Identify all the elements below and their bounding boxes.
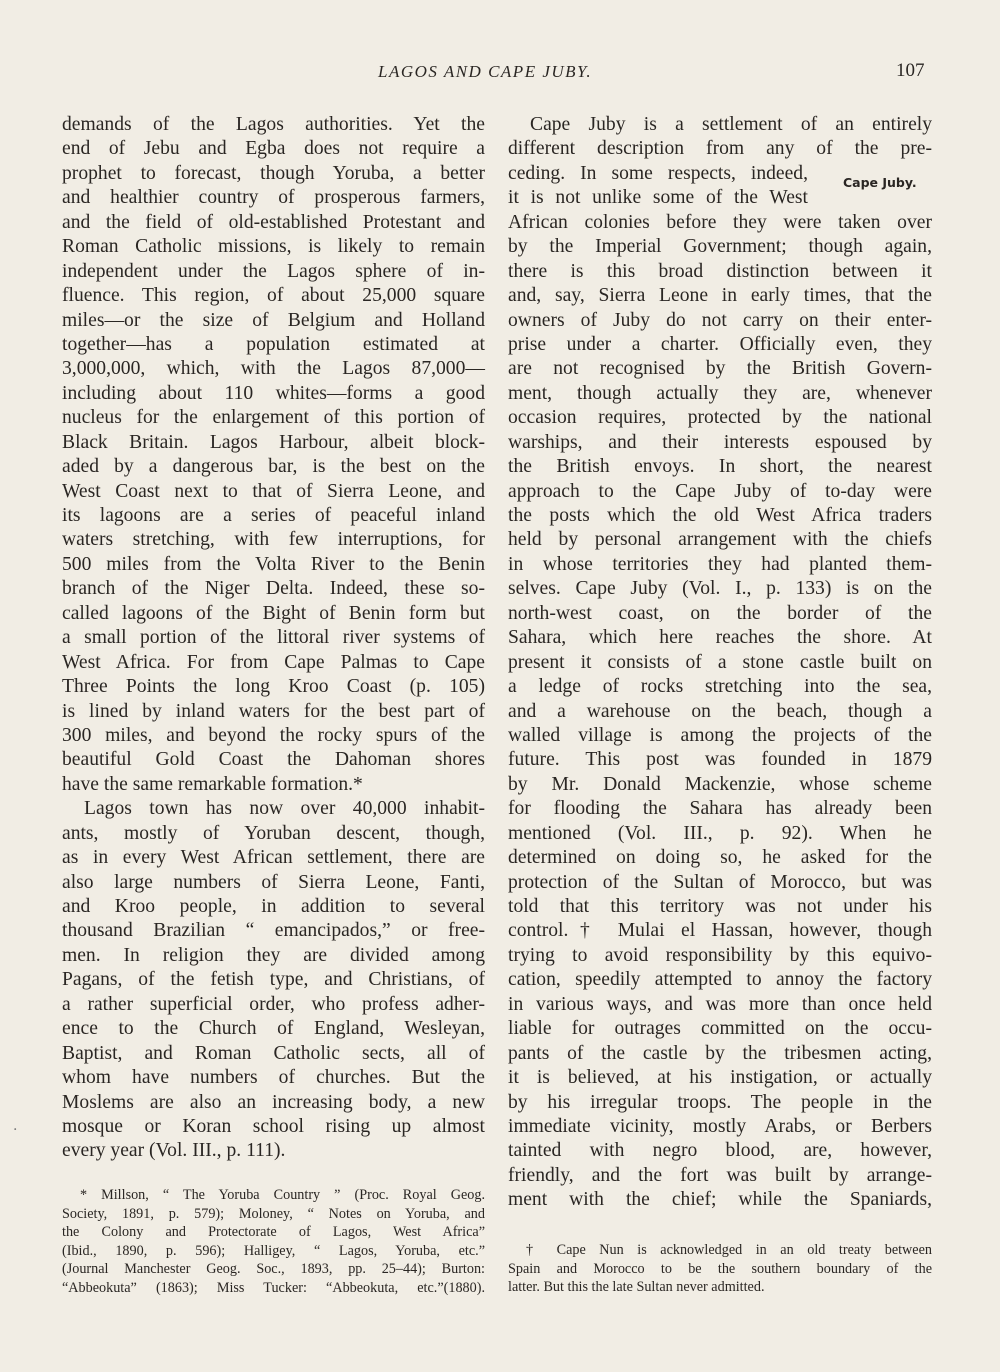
text-line: have the same remarkable formation.* — [62, 773, 363, 795]
footnote-line: latter. But this the late Sultan never admitted. — [508, 1279, 765, 1296]
text-line: miles—or the size of Belgium and Holland — [62, 309, 485, 331]
text-line: pants of the castle by the tribesmen acting, — [508, 1042, 932, 1064]
text-line: ceding. In some respects, indeed, — [508, 162, 808, 184]
text-line: beautiful Gold Coast the Dahoman shores — [62, 749, 485, 771]
margin-mark: · — [13, 1122, 18, 1138]
text-line: and healthier country of prosperous farmers, — [62, 187, 485, 209]
page-number: 107 — [896, 60, 925, 81]
text-line: tainted with negro blood, are, however, — [508, 1140, 932, 1162]
text-line: Sahara, which here reaches the shore. At — [508, 627, 932, 649]
text-line: different description from any of the pre- — [508, 138, 932, 160]
text-line: Moslems are also an increasing body, a new — [62, 1091, 485, 1113]
sidenote-cape-juby: Cape Juby. — [843, 175, 917, 190]
text-line: for flooding the Sahara has already been — [508, 798, 932, 820]
text-line: end of Jebu and Egba does not require a — [62, 138, 485, 160]
text-line: Cape Juby is a settlement of an entirely — [530, 114, 932, 135]
text-line: West Coast next to that of Sierra Leone, and — [62, 480, 485, 502]
text-line: every year (Vol. III., p. 111). — [62, 1140, 286, 1162]
text-line: Roman Catholic missions, is likely to remain — [62, 236, 485, 258]
text-line: 300 miles, and beyond the rocky spurs of the — [62, 724, 485, 746]
footnote-line: (Journal Manchester Geog. Soc., 1893, pp. 25–44); Burton: — [62, 1261, 485, 1278]
text-line: men. In religion they are divided among — [62, 944, 485, 966]
footnote-line: (Ibid., 1890, p. 596); Halligey, “ Lagos, Yoruba, etc.” — [62, 1242, 485, 1259]
text-line: whom have numbers of churches. But the — [62, 1067, 485, 1089]
text-line: aded by a dangerous bar, is the best on the — [62, 456, 485, 478]
text-line: Lagos town has now over 40,000 inhabit- — [84, 798, 485, 820]
footnote-right — [508, 1241, 932, 1297]
text-line: future. This post was founded in 1879 — [508, 749, 932, 771]
text-line: mosque or Koran school rising up almost — [62, 1115, 485, 1137]
text-line: ence to the Church of England, Wesleyan, — [62, 1018, 485, 1040]
text-line: control.† Mulai el Hassan, however, though — [508, 920, 932, 942]
text-line: warships, and their interests espoused by — [508, 431, 932, 453]
text-line: trying to avoid responsibility by this equivo- — [508, 944, 932, 966]
text-line: a rather superficial order, who profess adher- — [62, 993, 485, 1015]
text-line: a ledge of rocks stretching into the sea, — [508, 676, 932, 698]
text-line: present it consists of a stone castle built on — [508, 651, 932, 673]
text-line: branch of the Niger Delta. Indeed, these so- — [62, 578, 485, 600]
text-line: liable for outrages committed on the occu- — [508, 1018, 932, 1040]
text-line: Three Points the long Kroo Coast (p. 105) — [62, 676, 485, 698]
text-line: held by personal arrangement with the chiefs — [508, 529, 932, 551]
text-line: together—has a population estimated at — [62, 333, 485, 355]
text-line: Black Britain. Lagos Harbour, albeit block- — [62, 431, 485, 453]
text-line: 3,000,000, which, with the Lagos 87,000— — [62, 358, 485, 380]
text-line: by his irregular troops. The people in the — [508, 1091, 932, 1113]
footnote-line: Spain and Morocco to be the southern boundary of the — [508, 1260, 932, 1277]
text-line: the British envoys. In short, the nearest — [508, 456, 932, 478]
text-line: and a warehouse on the beach, though a — [508, 700, 932, 722]
footnote-line: * Millson, “ The Yoruba Country ” (Proc. Royal Geog. — [80, 1187, 485, 1203]
text-line: African colonies before they were taken over — [508, 211, 932, 233]
text-line: West Africa. For from Cape Palmas to Cape — [62, 651, 485, 673]
text-line: called lagoons of the Bight of Benin form but — [62, 602, 485, 624]
text-line: by Mr. Donald Mackenzie, whose scheme — [508, 773, 932, 795]
text-line: ment, though actually they are, whenever — [508, 382, 932, 404]
text-line: ment with the chief; while the Spaniards, — [508, 1189, 932, 1211]
text-line: fluence. This region, of about 25,000 square — [62, 285, 485, 307]
text-line: told that this territory was not under his — [508, 896, 932, 917]
text-line: it is not unlike some of the West — [508, 187, 808, 209]
text-line: and, say, Sierra Leone in early times, that the — [508, 285, 932, 307]
text-line: are not recognised by the British Govern- — [508, 358, 932, 380]
footnote-line: “Abbeokuta” (1863); Miss Tucker: “Abbeokuta, etc.”(1880). — [62, 1279, 485, 1296]
text-line: protection of the Sultan of Morocco, but was — [508, 871, 932, 893]
text-line: independent under the Lagos sphere of in- — [62, 260, 485, 282]
text-line: its lagoons are a series of peaceful inland — [62, 505, 485, 526]
text-line: including about 110 whites—forms a good — [62, 382, 485, 404]
text-line: 500 miles from the Volta River to the Benin — [62, 553, 485, 575]
text-line: nucleus for the enlargement of this portion of — [62, 407, 485, 429]
text-line: a small portion of the littoral river systems of — [62, 627, 485, 649]
right-column — [508, 113, 932, 1213]
text-line: ants, mostly of Yoruban descent, though, — [62, 822, 485, 844]
text-line: thousand Brazilian “ emancipados,” or free- — [62, 920, 485, 942]
left-column — [62, 113, 485, 1164]
footnote-line: the Colony and Protectorate of Lagos, West Africa” — [62, 1224, 485, 1241]
text-line: by the Imperial Government; though again, — [508, 236, 932, 258]
text-line: occasion requires, protected by the national — [508, 407, 932, 429]
text-line: demands of the Lagos authorities. Yet the — [62, 114, 485, 135]
footnote-left — [62, 1186, 485, 1298]
text-line: Pagans, of the fetish type, and Christians, of — [62, 969, 485, 991]
text-line: north-west coast, on the border of the — [508, 602, 932, 624]
running-title: LAGOS AND CAPE JUBY. — [378, 62, 593, 81]
text-line: approach to the Cape Juby of to-day were — [508, 480, 932, 502]
text-line: as in every West African settlement, there are — [62, 847, 485, 869]
text-line: owners of Juby do not carry on their enter- — [508, 309, 932, 331]
text-line: in whose territories they had planted them- — [508, 553, 932, 575]
text-line: immediate vicinity, mostly Arabs, or Berbers — [508, 1115, 932, 1137]
text-line: the posts which the old West Africa traders — [508, 505, 932, 526]
text-line: there is this broad distinction between it — [508, 260, 932, 282]
footnote-line: † Cape Nun is acknowledged in an old treaty between — [526, 1242, 932, 1258]
text-line: waters stretching, with few interruptions, for — [62, 529, 485, 551]
text-line: cation, speedily attempted to annoy the factory — [508, 969, 932, 991]
text-line: friendly, and the fort was built by arrange- — [508, 1164, 932, 1186]
text-line: and Kroo people, in addition to several — [62, 896, 485, 917]
text-line: determined on doing so, he asked for the — [508, 847, 932, 869]
footnote-line: Society, 1891, p. 579); Moloney, “ Notes on Yoruba, and — [62, 1205, 485, 1222]
text-line: Baptist, and Roman Catholic sects, all of — [62, 1042, 485, 1064]
text-line: in various ways, and was more than once held — [508, 993, 932, 1015]
text-line: selves. Cape Juby (Vol. I., p. 133) is on the — [508, 578, 932, 600]
text-line: also large numbers of Sierra Leone, Fanti, — [62, 871, 485, 893]
text-line: it is believed, at his instigation, or actually — [508, 1067, 932, 1089]
text-line: mentioned (Vol. III., p. 92). When he — [508, 822, 932, 844]
text-line: and the field of old-established Protestant and — [62, 211, 485, 233]
text-line: walled village is among the projects of the — [508, 724, 932, 746]
text-line: is lined by inland waters for the best part of — [62, 700, 485, 722]
text-line: prise under a charter. Officially even, they — [508, 333, 932, 355]
text-line: prophet to forecast, though Yoruba, a better — [62, 162, 485, 184]
